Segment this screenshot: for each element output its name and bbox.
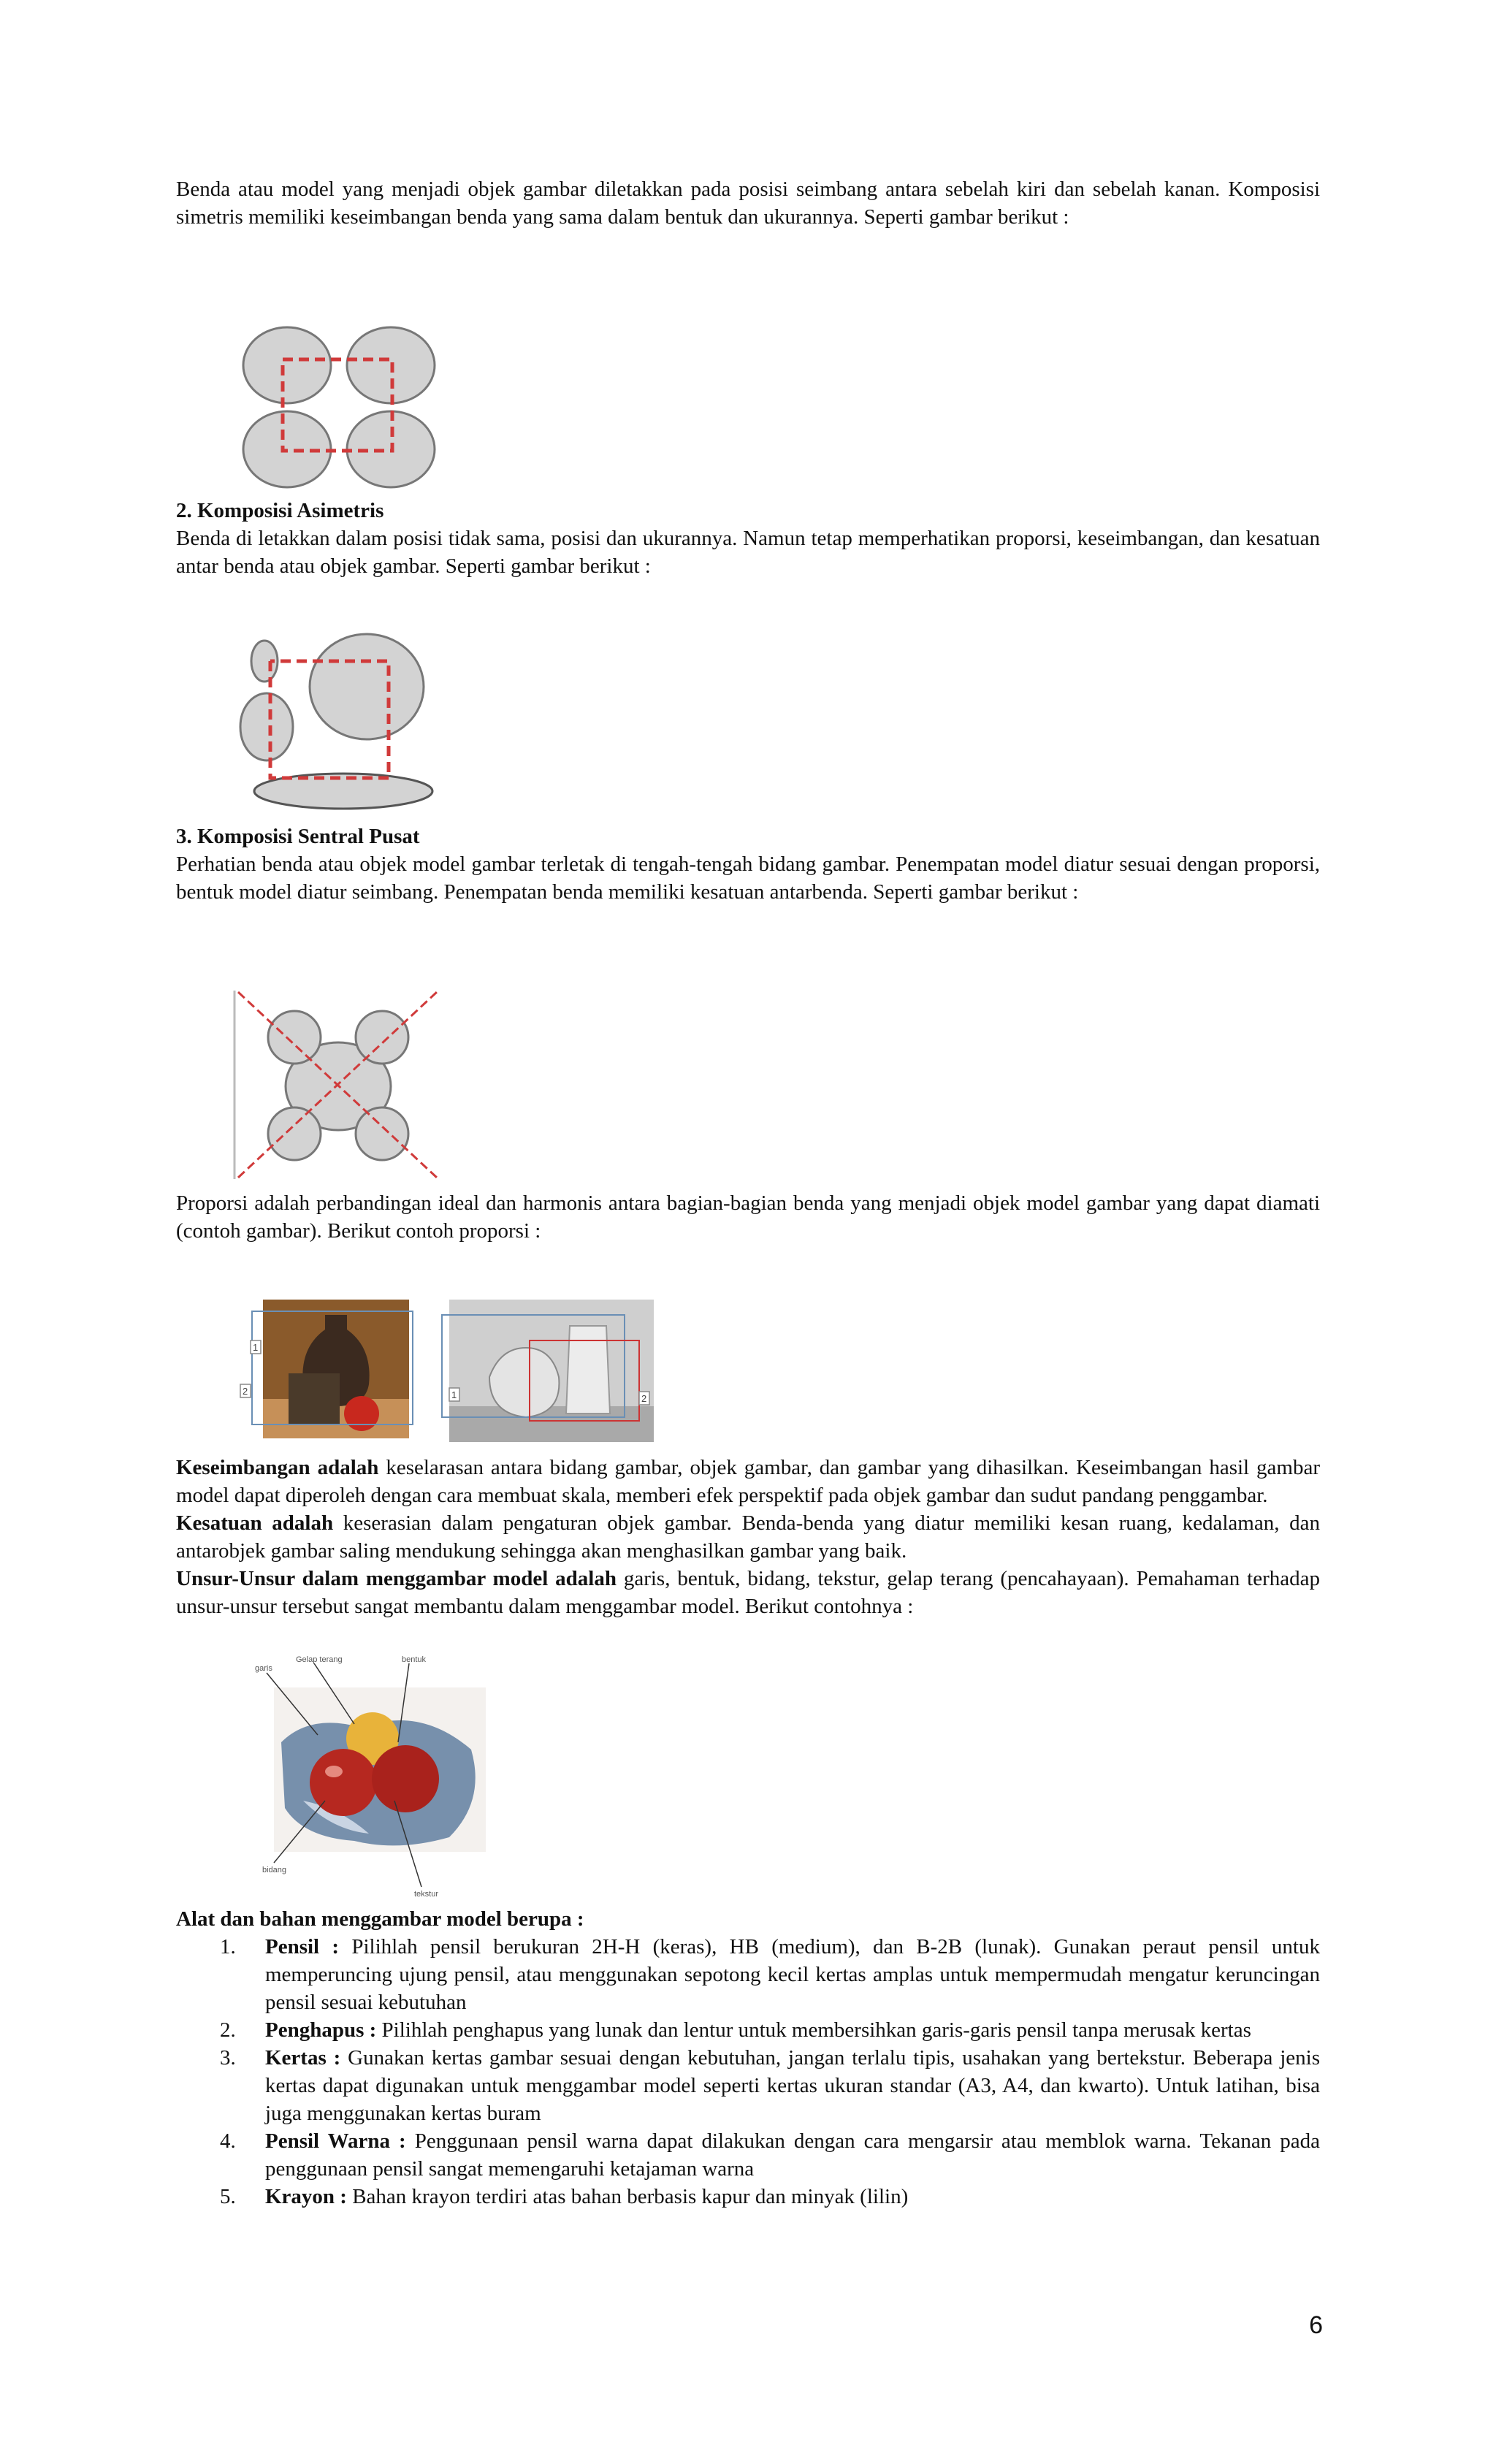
- tools-item-number: 1.: [220, 1935, 236, 1958]
- tools-item-term: Kertas :: [265, 2046, 341, 2070]
- tools-item-text: Bahan krayon terdiri atas bahan berbasis kapur dan minyak (lilin): [346, 2185, 909, 2208]
- central-circle-tl: [268, 1011, 321, 1064]
- asymmetric-paragraph: Benda di letakkan dalam posisi tidak sama, posisi dan ukurannya. Namun tetap memperhatikan proporsi, keseimbangan, dan kesatuan antar benda atau objek gambar. Seperti gambar berikut :: [176, 527, 1320, 578]
- tools-item-term: Penghapus :: [265, 2018, 377, 2042]
- central-circle-tr: [356, 1011, 408, 1064]
- tools-item-number: 3.: [220, 2046, 236, 2070]
- still-life-jug: [566, 1326, 610, 1414]
- proportion-examples-figure: [237, 1297, 654, 1446]
- keseimbangan-text: keselarasan antara bidang gambar, objek gambar, dan gambar yang dihasilkan. Keseimbangan hasil gambar model dapat diperoleh dengan cara membuat skala, memberi efek perspektif pada objek gambar dan sudut pandang penggambar.: [176, 1456, 1320, 1507]
- tools-list: [176, 1933, 1320, 2211]
- central-circle-bl: [268, 1107, 321, 1160]
- still-life-cup: [289, 1373, 340, 1424]
- proportion-label-1b: 1: [451, 1389, 457, 1400]
- still-life-shadow-right: [449, 1406, 654, 1442]
- central-circle-br: [356, 1107, 408, 1160]
- apple-elements-figure: [252, 1655, 493, 1899]
- central-composition-figure: [232, 988, 444, 1185]
- tools-list-item: [176, 1933, 1320, 2016]
- tools-item-number: 2.: [220, 2018, 236, 2042]
- still-life-teapot: [489, 1348, 559, 1417]
- symmetric-circle-top-left: [243, 327, 331, 403]
- central-heading: 3. Komposisi Sentral Pusat: [176, 825, 420, 848]
- kesatuan-paragraph: [176, 1509, 1320, 1565]
- tools-list-item: [176, 2127, 1320, 2183]
- proportion-label-2a: 2: [243, 1386, 248, 1397]
- symmetric-intro-paragraph: Benda atau model yang menjadi objek gambar diletakkan pada posisi seimbang antara sebelah kiri dan sebelah kanan. Komposisi simetris memiliki keseimbangan benda yang sama dalam bentuk dan ukurannya. Seperti gambar berikut :: [176, 178, 1320, 229]
- asym-large-circle: [310, 634, 424, 739]
- keseimbangan-term: Keseimbangan adalah: [176, 1456, 379, 1479]
- tools-item-term: Pensil Warna :: [265, 2129, 406, 2153]
- label-bentuk: bentuk: [402, 1655, 427, 1664]
- proportion-label-2b: 2: [641, 1393, 647, 1404]
- asym-flat-base: [254, 774, 432, 809]
- tools-item-text: Pilihlah pensil berukuran 2H-H (keras), HB (medium), dan B-2B (lunak). Gunakan peraut pensil untuk memperuncing ujung pensil, atau menggunakan sepotong kecil kertas amplas untuk mempermudah mengatur keruncingan pensil sesuai kebutuhan: [265, 1935, 1320, 2014]
- tools-item-number: 5.: [220, 2185, 236, 2208]
- asym-mid-oval: [240, 693, 293, 760]
- proporsi-paragraph: Proporsi adalah perbandingan ideal dan harmonis antara bagian-bagian benda yang menjadi objek model gambar yang dapat diamati (contoh gambar). Berikut contoh proporsi :: [176, 1191, 1320, 1243]
- label-bidang: bidang: [262, 1866, 287, 1874]
- label-gelap-terang: Gelap terang: [296, 1655, 343, 1664]
- tools-item-text: Gunakan kertas gambar sesuai dengan kebutuhan, jangan terlalu tipis, usahakan yang bertekstur. Beberapa jenis kertas dapat digunakan untuk menggambar model seperti kertas ukuran standar (A3, A4, dan kwarto). Untuk latihan, bisa juga menggunakan kertas buram: [265, 2046, 1320, 2125]
- tools-item-term: Krayon :: [265, 2185, 347, 2208]
- central-paragraph: Perhatian benda atau objek model gambar terletak di tengah-tengah bidang gambar. Penempatan model diatur sesuai dengan proporsi, bentuk model diatur seimbang. Penempatan benda memiliki kesatuan antarbenda. Seperti gambar berikut :: [176, 853, 1320, 904]
- asymmetric-section: [176, 497, 1320, 580]
- tools-list-item: [176, 2183, 1320, 2211]
- asymmetric-heading: 2. Komposisi Asimetris: [176, 499, 384, 522]
- kesatuan-text: keserasian dalam pengaturan objek gambar. Benda-benda yang diatur memiliki kesan ruang, kedalaman, dan antarobjek gambar saling mendukung sehingga akan menghasilkan gambar yang baik.: [176, 1511, 1320, 1563]
- central-section: [176, 823, 1320, 906]
- apple-red-left: [310, 1749, 377, 1816]
- tools-item-term: Pensil :: [265, 1935, 340, 1958]
- label-tekstur: tekstur: [414, 1890, 439, 1899]
- kesatuan-term: Kesatuan adalah: [176, 1511, 334, 1535]
- label-garis: garis: [255, 1664, 272, 1673]
- proportion-label-1a: 1: [253, 1342, 259, 1353]
- tools-list-item: [176, 2044, 1320, 2127]
- tools-item-text: Penggunaan pensil warna dapat dilakukan dengan cara mengarsir atau memblok warna. Tekanan pada penggunaan pensil sangat memengaruhi ketajaman warna: [265, 2129, 1320, 2181]
- symmetric-composition-figure: [237, 321, 442, 493]
- asymmetric-composition-figure: [234, 632, 438, 815]
- page-number: 6: [1309, 2311, 1323, 2339]
- tools-heading: Alat dan bahan menggambar model berupa :: [176, 1907, 584, 1931]
- unsur-text: garis, bentuk, bidang, tekstur, gelap terang (pencahayaan). Pemahaman terhadap unsur-unsur tersebut sangat membantu dalam menggambar model. Berikut contohnya :: [176, 1567, 1321, 1618]
- tools-item-number: 4.: [220, 2129, 236, 2153]
- principles-section: [176, 1454, 1320, 1620]
- still-life-apple: [344, 1396, 379, 1431]
- tools-list-item: [176, 2016, 1320, 2044]
- apple-highlight: [325, 1766, 343, 1777]
- tools-item-text: Pilihlah penghapus yang lunak dan lentur untuk membersihkan garis-garis pensil tanpa merusak kertas: [376, 2018, 1251, 2042]
- apple-red-right: [372, 1745, 439, 1812]
- keseimbangan-paragraph: [176, 1454, 1320, 1509]
- unsur-term: Unsur-Unsur dalam menggambar model adalah: [176, 1567, 617, 1590]
- unsur-paragraph: [176, 1565, 1320, 1620]
